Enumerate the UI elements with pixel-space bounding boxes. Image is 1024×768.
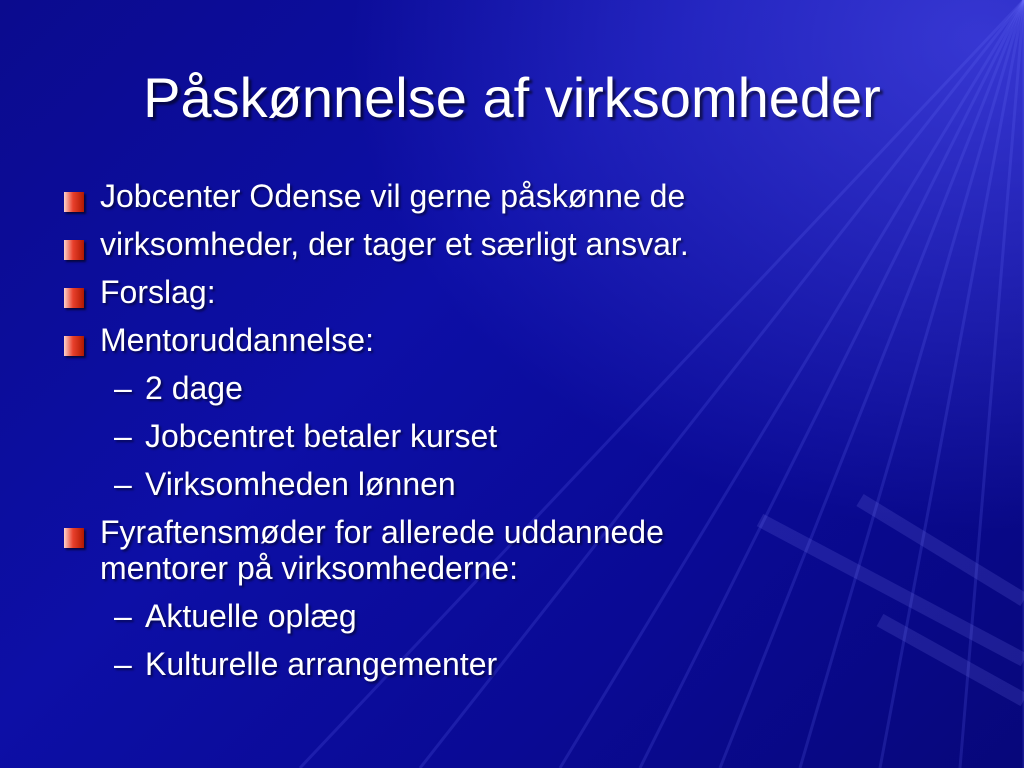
bullet-text: Forslag: [100,274,216,310]
sub-list-item [60,418,990,454]
bullet-text-continuation: mentorer på virksomhederne: [100,550,518,586]
square-bullet-icon [64,336,84,356]
square-bullet-icon [64,192,84,212]
bullet-text: Mentoruddannelse: [100,322,374,358]
list-item [60,514,990,586]
list-item [60,178,990,214]
bullet-list [60,178,990,694]
list-item [60,322,990,358]
sub-list-item [60,646,990,682]
sub-item-text: Jobcentret betaler kurset [145,418,498,454]
dash-icon: – [114,598,132,634]
square-bullet-icon [64,288,84,308]
sub-item-text: Kulturelle arrangementer [145,646,498,682]
dash-icon: – [114,646,132,682]
bullet-text: virksomheder, der tager et særligt ansvar. [100,226,689,262]
sub-list-item [60,466,990,502]
square-bullet-icon [64,240,84,260]
sub-item-text: Virksomheden lønnen [145,466,456,502]
square-bullet-icon [64,528,84,548]
slide-title: Påskønnelse af virksomheder [143,66,881,129]
dash-icon: – [114,370,132,406]
list-item [60,274,990,310]
sub-item-text: Aktuelle oplæg [145,598,357,634]
dash-icon: – [114,466,132,502]
bullet-text: Fyraftensmøder for allerede uddannede [100,514,664,550]
sub-list-item [60,598,990,634]
list-item [60,226,990,262]
sub-item-text: 2 dage [145,370,243,406]
sub-list-item [60,370,990,406]
dash-icon: – [114,418,132,454]
bullet-text: Jobcenter Odense vil gerne påskønne de [100,178,686,214]
